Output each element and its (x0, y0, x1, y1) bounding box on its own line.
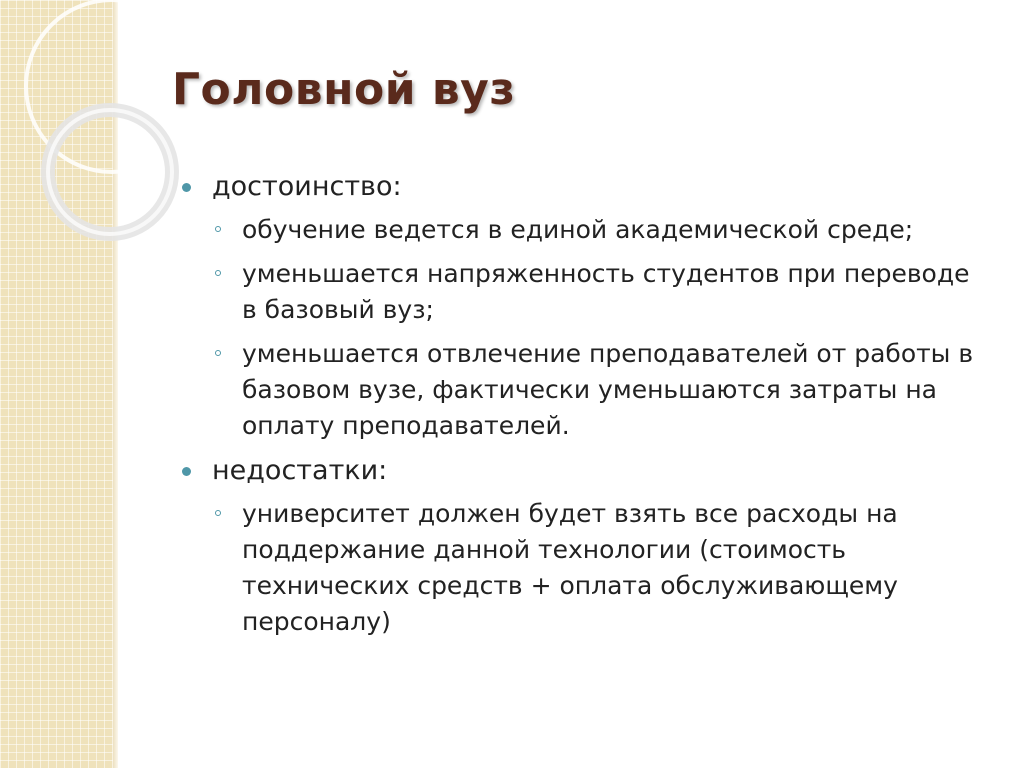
slide-title: Головной вуз (172, 64, 516, 115)
section-disadvantages-heading (182, 452, 992, 490)
list-item-text: уменьшается отвлечение преподавателей от работы в базовом вузе, фактически уменьшаются затраты на оплату преподавателей. (242, 339, 974, 440)
slide-content (182, 168, 992, 648)
bullet-ring-icon (215, 226, 221, 232)
section-heading-text: достоинство: (212, 171, 402, 202)
list-item (213, 256, 992, 328)
decorative-circles (0, 0, 200, 300)
bullet-ring-icon (215, 350, 221, 356)
list-item-text: обучение ведется в единой академической среде; (242, 215, 914, 244)
bullet-dot-icon (182, 183, 191, 192)
section-advantages-heading (182, 168, 992, 206)
list-item-text: уменьшается напряженность студентов при переводе в базовый вуз; (242, 259, 970, 324)
list-item (213, 212, 992, 248)
list-item (213, 496, 992, 640)
section-heading-text: недостатки: (212, 455, 388, 486)
list-item-text: университет должен будет взять все расходы на поддержание данной технологии (стоимость технических средств + оплата обслуживающему персоналу) (242, 499, 898, 636)
bullet-ring-icon (215, 270, 221, 276)
bullet-dot-icon (182, 467, 191, 476)
list-item (213, 336, 992, 444)
bullet-ring-icon (215, 510, 221, 516)
